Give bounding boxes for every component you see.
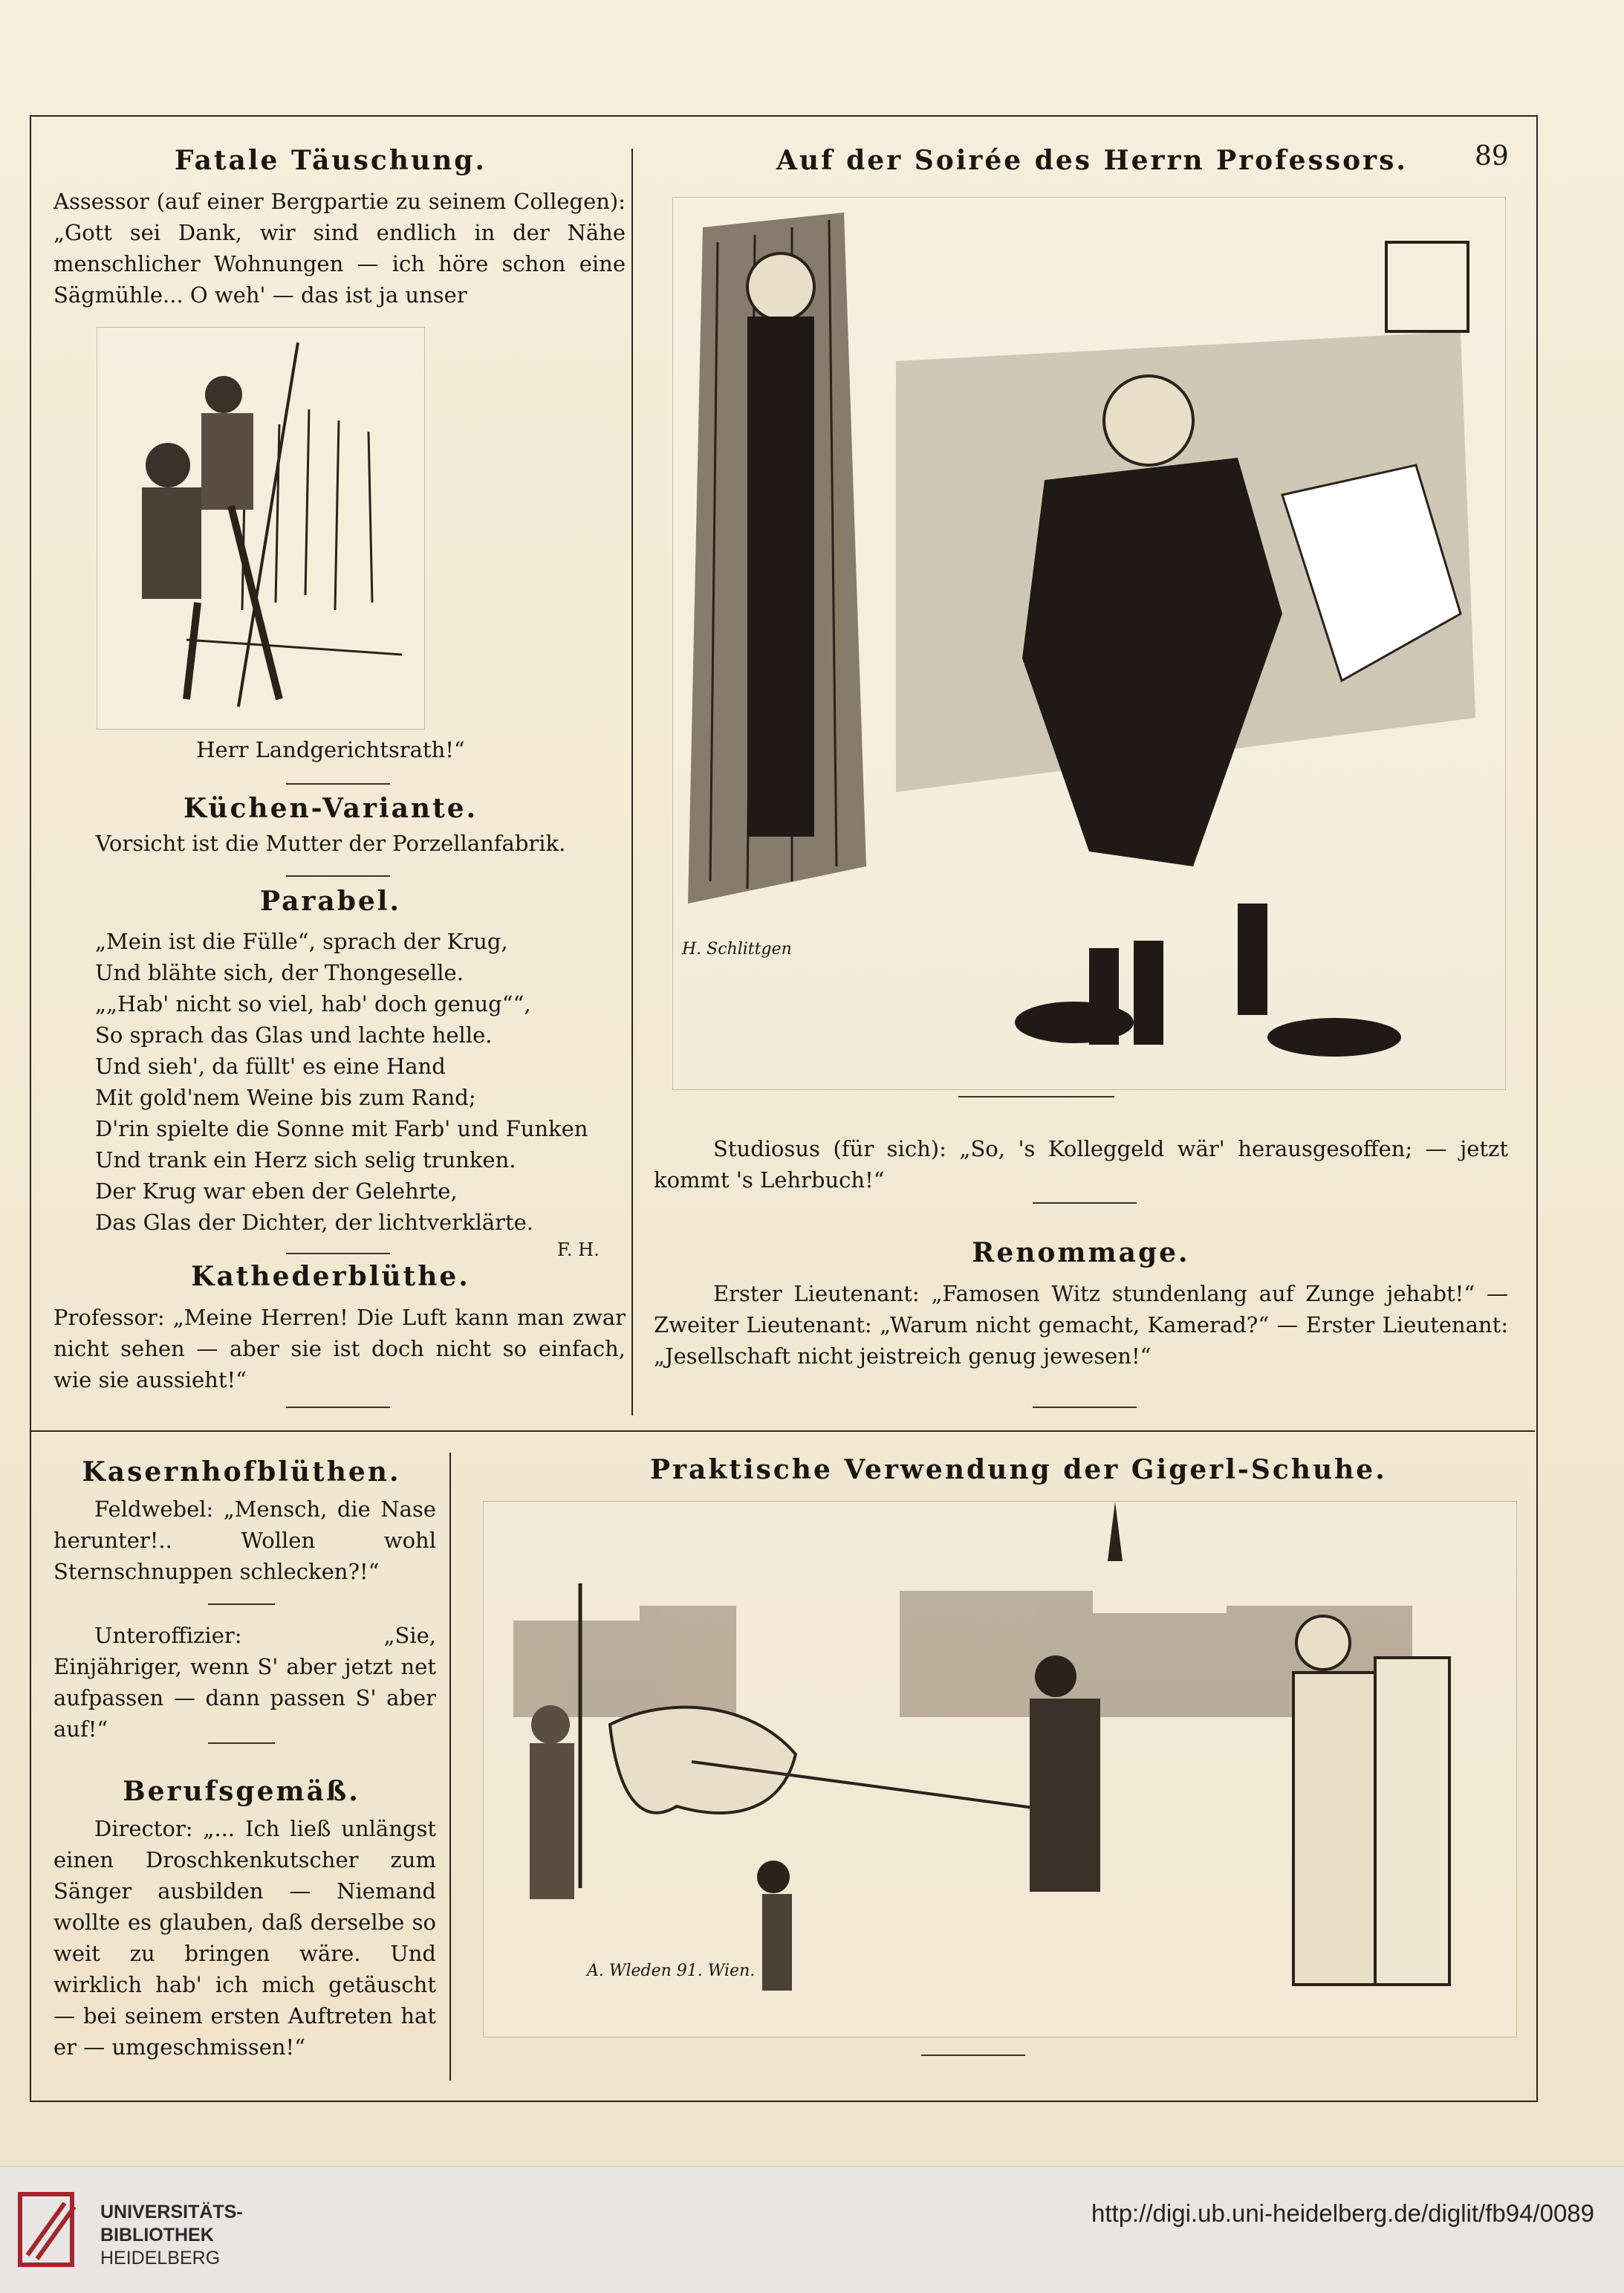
parabel-line: D'rin spielte die Sonne mit Farb' und Funken [95,1116,588,1141]
parabel-line: „Mein ist die Fülle“, sprach der Krug, [95,929,508,954]
section-divider [31,1430,1535,1432]
rule-6 [1033,1202,1137,1204]
library-footer [0,2166,1624,2293]
rule-4 [286,1407,390,1408]
parabel-line: Und blähte sich, der Thongeselle. [95,960,464,985]
parabel-line: Und sieh', da füllt' es eine Hand [95,1054,446,1079]
gigerl-artist-signature: A. Wleden 91. Wien. [587,1962,756,1980]
kasernhof-title: Kasernhofblüthen. [82,1456,401,1488]
katheder-body: Professor: „Meine Herren! Die Luft kann man zwar nicht sehen — aber sie ist doch nicht so einfach, wie sie aussieht!“ [53,1305,626,1392]
university-library-logo-icon [16,2188,87,2270]
rule-3 [286,1253,390,1254]
berufs-body: Director: „... Ich ließ unlängst einen Droschkenkutscher zum Sänger ausbilden — Niemand wollte es glauben, daß derselbe so weit zu bringen wäre. Und wirklich hab' ich mich getäuscht — bei seinem ersten Auftreten hat er — umgeschmissen!“ [53,1816,436,2060]
rule-2 [286,875,390,877]
parabel-line: So sprach das Glas und lachte helle. [95,1022,493,1048]
fatale-title: Fatale Täuschung. [175,145,487,176]
fatale-caption: Herr Landgerichtsrath!“ [196,737,465,762]
soiree-artist-signature: H. Schlittgen [682,940,792,959]
renommage-title: Renommage. [972,1237,1190,1268]
gigerl-title: Praktische Verwendung der Gigerl-Schuhe. [650,1454,1387,1485]
column-divider-bottom [449,1453,451,2080]
source-url-link[interactable]: http://digi.ub.uni-heidelberg.de/diglit/fb94/0089 [1091,2199,1594,2227]
rule-7 [1033,1407,1137,1408]
fatale-illustration [97,327,425,730]
library-name-line: HEIDELBERG [100,2248,221,2268]
parabel-line: Mit gold'nem Weine bis zum Rand; [95,1085,476,1110]
soiree-illustration [672,197,1506,1090]
kuechen-body: Vorsicht ist die Mutter der Porzellanfabrik. [95,831,566,856]
parabel-line: Und trank ein Herz sich selig trunken. [95,1147,516,1173]
soiree-title: Auf der Soirée des Herrn Professors. [776,145,1408,176]
kuechen-title: Küchen-Variante. [183,793,478,824]
library-name-line: BIBLIOTHEK [100,2225,214,2245]
parabel-title: Parabel. [259,886,401,917]
parabel-line: Der Krug war eben der Gelehrte, [95,1178,458,1204]
rule-8 [208,1603,275,1605]
parabel-line: Das Glas der Dichter, der lichtverklärte. [95,1210,534,1235]
rule-1 [286,783,390,785]
katheder-title: Kathederblüthe. [191,1261,470,1292]
parabel-line: „„Hab' nicht so viel, hab' doch genug““, [95,991,531,1016]
gigerl-illustration [483,1501,1517,2037]
berufs-title: Berufsgemäß. [123,1776,360,1807]
renommage-body: Erster Lieutenant: „Famosen Witz stundenlang auf Zunge jehabt!“ — Zweiter Lieutenant: „Warum nicht gemacht, Kamerad?“ — Erster Lieutenant: „Jesellschaft nicht jeistreich genug jewesen!“ [654,1281,1508,1369]
rule-5 [958,1096,1114,1097]
rule-9 [208,1742,275,1744]
column-divider-top [631,149,633,1415]
page-number: 89 [1475,141,1509,172]
fatale-body: Assessor (auf einer Bergpartie zu seinem Collegen): „Gott sei Dank, wir sind endlich in der Nähe menschlicher Wohnungen — ich höre schon eine Sägmühle... O weh' — das ist ja unser [53,189,626,308]
rule-10 [921,2054,1025,2056]
kasernhof-part2: Unteroffizier: „Sie, Einjähriger, wenn S' aber jetzt net aufpassen — dann passen S' aber auf!“ [53,1623,436,1742]
library-name-line: UNIVERSITÄTS- [100,2202,243,2222]
parabel-signature: F. H. [557,1239,600,1260]
soiree-caption: Studiosus (für sich): „So, 's Kolleggeld wär' herausgesoffen; — jetzt kommt 's Lehrbuch!“ [654,1136,1508,1193]
kasernhof-part1: Feldwebel: „Mensch, die Nase herunter!.. Wollen wohl Sternschnuppen schlecken?!“ [53,1496,436,1584]
